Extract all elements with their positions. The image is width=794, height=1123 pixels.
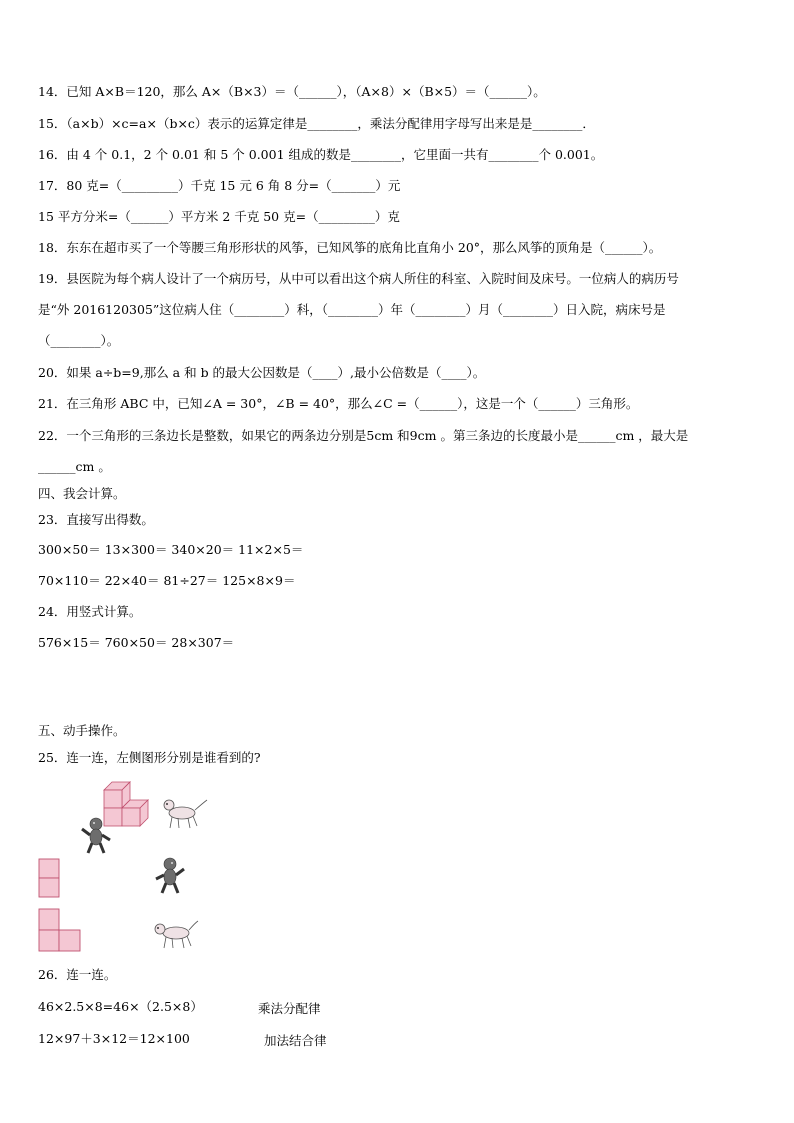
question-24: 24．用竖式计算。: [38, 604, 142, 619]
question-20: 20．如果 a÷b=9,那么 a 和 b 的最大公因数是（____）,最小公倍数是（____）。: [38, 365, 486, 380]
question-22-line1: 22．一个三角形的三条边长是整数，如果它的两条边分别是5cm 和9cm 。第三条边的长度最小是______cm ，最大是: [38, 428, 689, 443]
question-26-right-2: 加法结合律: [264, 1033, 327, 1048]
question-17-line1: 17．80 克=（_________）千克 15 元 6 角 8 分=（_______）元: [38, 178, 401, 193]
dog-icon: [150, 915, 200, 951]
question-16: 16．由 4 个 0.1，2 个 0.01 和 5 个 0.001 组成的数是________，它里面一共有________个 0.001。: [38, 147, 604, 162]
question-23-row2: 70×110＝ 22×40＝ 81÷27＝ 125×8×9＝: [38, 573, 296, 588]
view-figure-l-shape: [38, 908, 84, 954]
dog-icon: [160, 795, 210, 831]
question-19-line1: 19．县医院为每个病人设计了一个病历号，从中可以看出这个病人所住的科室、入院时间及床号。一位病人的病历号: [38, 271, 679, 286]
question-21: 21．在三角形 ABC 中，已知∠A = 30°，∠B = 40°，那么∠C =（______），这是一个（______）三角形。: [38, 396, 639, 411]
question-14: 14．已知 A×B＝120，那么 A×（B×3）＝（______），（A×8）×（B×5）＝（______）。: [38, 84, 546, 99]
question-23-row1: 300×50＝ 13×300＝ 340×20＝ 11×2×5＝: [38, 542, 304, 557]
question-25: 25．连一连，左侧图形分别是谁看到的?: [38, 750, 261, 765]
question-26-right-1: 乘法分配律: [258, 1001, 321, 1016]
view-figure-two-squares: [38, 858, 62, 900]
question-26: 26．连一连。: [38, 967, 117, 982]
section-5-heading: 五、动手操作。: [38, 723, 126, 738]
question-26-left-2: 12×97＋3×12＝12×100: [38, 1031, 190, 1046]
question-19-line3: （________）。: [38, 333, 120, 348]
question-15: 15．（a×b）×c=a×（b×c）表示的运算定律是________，乘法分配律用字母写出来是是________．: [38, 116, 595, 131]
question-23: 23．直接写出得数。: [38, 512, 154, 527]
monkey-icon: [78, 815, 114, 857]
monkey-icon: [152, 855, 188, 897]
section-4-heading: 四、我会计算。: [38, 486, 126, 501]
question-18: 18．东东在超市买了一个等腰三角形形状的风筝，已知风筝的底角比直角小 20°，那么风筝的顶角是（______）。: [38, 240, 662, 255]
question-19-line2: 是“外 2016120305”这位病人住（________）科，（________）年（________）月（________）日入院，病床号是: [38, 302, 666, 317]
question-17-line2: 15 平方分米=（______）平方米 2 千克 50 克=（_________）克: [38, 209, 400, 224]
question-22-line2: ______cm 。: [38, 459, 111, 474]
question-24-row: 576×15＝ 760×50＝ 28×307＝: [38, 635, 235, 650]
question-26-left-1: 46×2.5×8=46×（2.5×8）: [38, 999, 203, 1014]
